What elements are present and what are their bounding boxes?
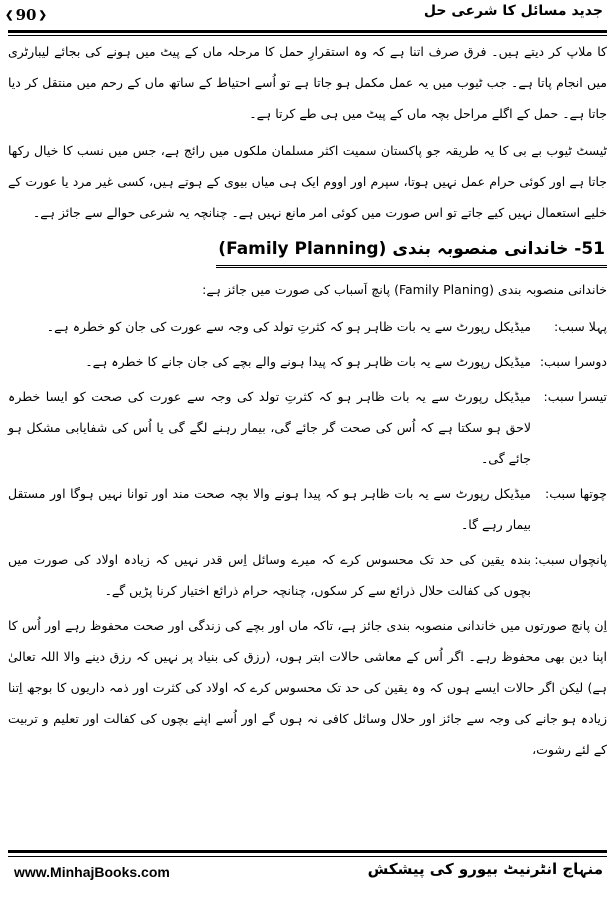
reason-item bbox=[8, 346, 607, 377]
section-number: 51 bbox=[581, 239, 605, 259]
page-header bbox=[0, 0, 615, 40]
section-heading-text: 51- خاندانی منصوبہ بندی (Family Planning) bbox=[216, 234, 607, 268]
running-title: جدید مسائل کا شرعی حل bbox=[423, 3, 603, 19]
page-number: ❮ 90 ❯ bbox=[6, 4, 46, 26]
footer-rule-thin bbox=[8, 856, 607, 857]
section-title-english: (Family Planning) bbox=[218, 239, 387, 259]
header-rule bbox=[8, 30, 607, 33]
reason-item bbox=[8, 478, 607, 540]
page-footer bbox=[0, 848, 615, 898]
section-title-urdu: خاندانی منصوبہ بندی bbox=[392, 239, 569, 259]
reason-text: میڈیکل رپورٹ سے یہ بات ظاہر ہو کہ کثرتِ تولد کی وجہ سے عورت کی جان کو خطرہ ہے۔ bbox=[46, 319, 531, 334]
footer-website-url: www.MinhajBooks.com bbox=[14, 864, 170, 880]
reason-text: بندہ یقین کی حد تک محسوس کرے کہ میرے وسائل اِس قدر نہیں کہ زیادہ اولاد کی صورت میں بچوں کی کفالت حلال ذرائع سے کر سکوں، چنانچہ حرام ذرائع اختیار کرنا پڑیں گے۔ bbox=[8, 552, 531, 598]
section-heading bbox=[8, 234, 607, 270]
reason-item bbox=[8, 311, 607, 342]
footer-rule bbox=[8, 850, 607, 853]
footer-publisher: منہاج انٹرنیٹ بیورو کی پیشکش bbox=[367, 860, 603, 878]
reason-text: میڈیکل رپورٹ سے یہ بات ظاہر ہو کہ پیدا ہونے والا بچہ صحت مند اور توانا نہیں ہوگا اور مستقل بیمار رہے گا۔ bbox=[8, 486, 531, 532]
reason-label: دوسرا سبب: bbox=[539, 354, 607, 369]
page-content bbox=[8, 36, 607, 848]
paragraph-test-tube-ruling: ٹیسٹ ٹیوب بے بی کا یہ طریقہ جو پاکستان سمیت اکثر مسلمان ملکوں میں رائج ہے، جس میں نسب کا خیال رکھا جاتا ہے اور کوئی حرام عمل نہیں ہوتا، سپرم اور اووم ایک ہی میاں بیوی کے ہوتے ہیں، کسی غیر مرد یا عورت کے خلیے استعمال نہیں کیے جاتے تو اس صورت میں کوئی امر مانع نہیں ہے۔ چنانچہ یہ شرعی حوالے سے جائز ہے۔ bbox=[8, 143, 607, 220]
section-intro: خاندانی منصوبہ بندی (Family Planing) پانچ اَسباب کی صورت میں جائز ہے: bbox=[202, 282, 607, 297]
reason-text: میڈیکل رپورٹ سے یہ بات ظاہر ہو کہ پیدا ہونے والے بچے کی جان جانے کا خطرہ ہے۔ bbox=[85, 354, 531, 369]
reason-label: تیسرا سبب: bbox=[543, 389, 607, 404]
reason-label: پہلا سبب: bbox=[554, 319, 607, 334]
paragraph-ivf-process: کا ملاپ کر دیتے ہیں۔ فرق صرف اتنا ہے کہ وہ استقرارِ حمل کا مرحلہ ماں کے پیٹ میں ہونے کی بجائے لیبارٹری میں انجام پاتا ہے۔ جب ٹیوب میں یہ عمل مکمل ہو جاتا ہے تو اُسے احتیاط کے ساتھ ماں کے رحم میں منتقل کر دیا جاتا ہے۔ حمل کے اگلے مراحل بچہ ماں کے پیٹ میں ہی طے کرتا ہے۔ bbox=[8, 44, 607, 121]
paragraph-closing: اِن پانچ صورتوں میں خاندانی منصوبہ بندی جائز ہے، تاکہ ماں اور بچے کی زندگی اور صحت محفوظ رہے اور اُس کا اپنا دین بھی محفوظ رہے۔ اگر اُس کے معاشی حالات ابتر ہوں، (رزق کی بنیاد پر نہیں کہ رزق دینے والا اللہ تعالیٰ ہے) لیکن اگر حالات ایسے ہوں کہ وہ یقین کی حد تک محسوس کرے کہ اولاد کی کثرت اور ذمہ داریوں کا بوجھ اِتنا زیادہ ہو جانے کی وجہ سے جائز اور حلال وسائل کافی نہ ہوں گے اور اُسے اپنے بچوں کی کفالت اور تعلیم و تربیت کے لئے رشوت، bbox=[8, 618, 607, 757]
reason-label: چوتھا سبب: bbox=[545, 486, 607, 501]
reason-item bbox=[8, 381, 607, 474]
reason-label: پانچواں سبب: bbox=[534, 552, 607, 567]
reason-item bbox=[8, 544, 607, 606]
reason-text: میڈیکل رپورٹ سے یہ بات ظاہر ہو کہ کثرتِ تولد کی وجہ سے عورت کی صحت کو ایسا خطرہ لاحق ہو سکتا ہے کہ اُس کی صحت گر جائے گی، بیمار رہنے لگے گی یا اُس کی شفایابی مشکل ہو جائے گی۔ bbox=[8, 389, 531, 466]
